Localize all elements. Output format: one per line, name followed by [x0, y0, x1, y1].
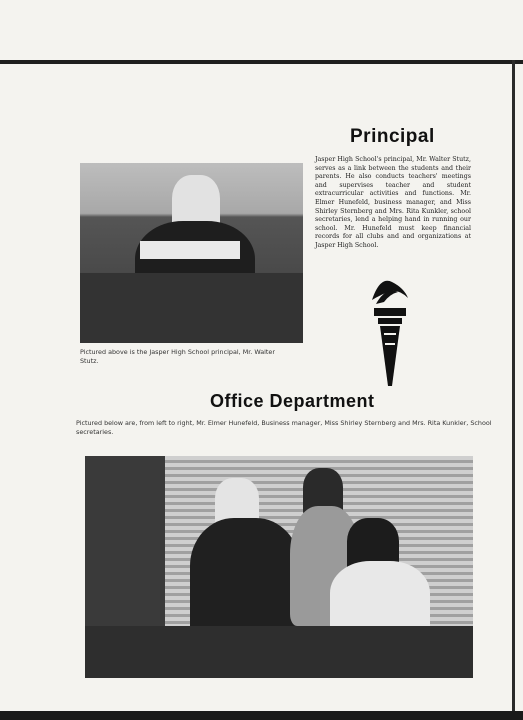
office-photo [85, 456, 473, 678]
office-desk [85, 626, 473, 678]
principal-desk [80, 273, 303, 343]
scan-border-right [512, 60, 515, 720]
principal-papers [140, 241, 240, 259]
principal-caption: Pictured above is the Jasper High School principal, Mr. Walter Stutz. [80, 348, 275, 365]
principal-photo [80, 163, 303, 343]
office-cabinet [85, 456, 165, 626]
principal-text: Jasper High School's principal, Mr. Walter Stutz, serves as a link between the students and their parents. He also conducts teachers' meetings and supervises teacher and student extracurricular activities and functions. Mr. Elmer Hunefeld, business manager, and Miss Shirley Sternberg and Mrs. Rita Kunkler, school secretaries, lend a helping hand in running our school. Mr. Hunefeld must keep financial records for all clubs and and organizations at Jasper High School. [315, 156, 471, 249]
scan-border-top [0, 60, 523, 64]
office-title: Office Department [210, 391, 375, 411]
torch-icon [368, 278, 412, 388]
principal-title: Principal [350, 126, 435, 147]
hunefeld-suit [190, 518, 300, 638]
office-caption: Pictured below are, from left to right, Mr. Elmer Hunefeld, Business manager, Miss Shirley Sternberg and Mrs. Rita Kunkler, School secretaries. [76, 419, 492, 436]
scan-border-bottom [0, 711, 523, 720]
